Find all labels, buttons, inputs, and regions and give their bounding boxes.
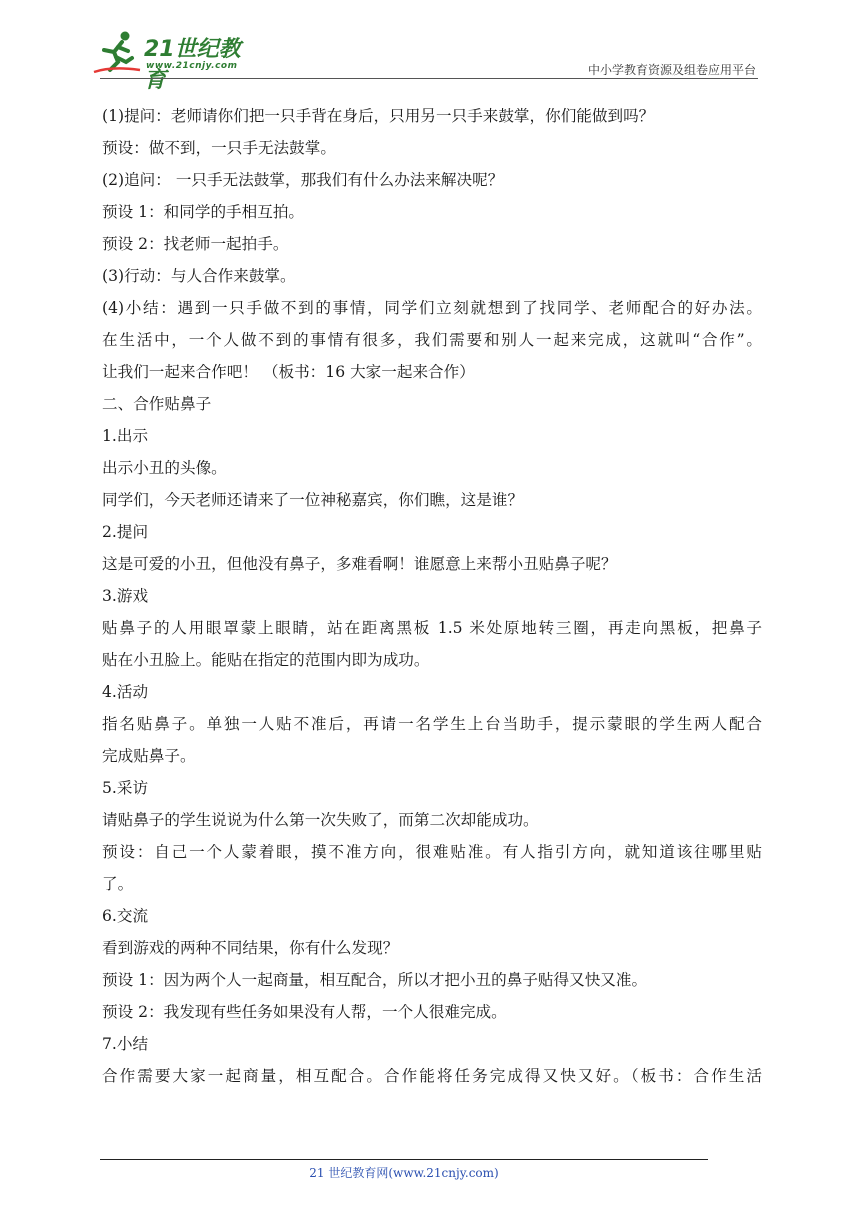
text-line: (2)追问： 一只手无法鼓掌，那我们有什么办法来解决呢？	[102, 171, 504, 189]
footer-divider	[100, 1159, 708, 1160]
text-line: 贴鼻子的人用眼罩蒙上眼睛，站在距离黑板 1.5 米处原地转三圈，再走向黑板，把鼻子	[102, 619, 762, 637]
section-heading: 二、合作贴鼻子	[102, 395, 212, 413]
text-line: 预设 1：因为两个人一起商量，相互配合，所以才把小丑的鼻子贴得又快又准。	[102, 971, 648, 989]
footer-link[interactable]: 21 世纪教育网(www.21cnjy.com)	[309, 1166, 499, 1180]
text-line: 了。	[102, 875, 134, 893]
step-heading: 1.出示	[102, 427, 149, 445]
step-heading: 5.采访	[102, 779, 149, 797]
text-line: 预设：做不到，一只手无法鼓掌。	[102, 139, 336, 157]
logo[interactable]	[92, 30, 262, 93]
step-heading: 4.活动	[102, 683, 149, 701]
text-line: 预设：自己一个人蒙着眼，摸不准方向，很难贴准。有人指引方向，就知道该往哪里贴	[102, 843, 762, 861]
logo-text: 21世纪教育	[144, 37, 241, 93]
page-header	[0, 0, 860, 93]
text-line: 同学们，今天老师还请来了一位神秘嘉宾，你们瞧，这是谁？	[102, 491, 524, 509]
header-divider	[100, 78, 758, 79]
text-line: 预设 2：找老师一起拍手。	[102, 235, 289, 253]
runner-icon	[92, 30, 144, 74]
text-line: (1)提问：老师请你们把一只手背在身后，只用另一只手来鼓掌，你们能做到吗？	[102, 107, 655, 125]
platform-title: 中小学教育资源及组卷应用平台	[587, 63, 756, 77]
text-line: (3)行动：与人合作来鼓掌。	[102, 267, 296, 285]
step-heading: 2.提问	[102, 523, 149, 541]
text-line: 合作需要大家一起商量，相互配合。合作能将任务完成得又快又好。（板书：合作生活	[102, 1067, 762, 1085]
text-line: 贴在小丑脸上。能贴在指定的范围内即为成功。	[102, 651, 430, 669]
step-heading: 7.小结	[102, 1035, 149, 1053]
text-line: 让我们一起来合作吧！ （板书：16 大家一起来合作）	[102, 363, 475, 381]
text-line: 看到游戏的两种不同结果，你有什么发现？	[102, 939, 399, 957]
text-line: 这是可爱的小丑，但他没有鼻子，多难看啊！谁愿意上来帮小丑贴鼻子呢？	[102, 555, 617, 573]
step-heading: 6.交流	[102, 907, 149, 925]
text-line: 预设 1：和同学的手相互拍。	[102, 203, 305, 221]
text-line: 出示小丑的头像。	[102, 459, 227, 477]
text-line: 在生活中，一个人做不到的事情有很多，我们需要和别人一起来完成，这就叫“合作”。	[102, 331, 762, 349]
text-line: 请贴鼻子的学生说说为什么第一次失败了，而第二次却能成功。	[102, 811, 539, 829]
text-line: 预设 2：我发现有些任务如果没有人帮，一个人很难完成。	[102, 1003, 507, 1021]
text-line: 完成贴鼻子。	[102, 747, 196, 765]
step-heading: 3.游戏	[102, 587, 149, 605]
document-body	[102, 100, 762, 1092]
logo-url: www.21cnjy.com	[146, 61, 238, 71]
text-line: 指名贴鼻子。单独一人贴不准后，再请一名学生上台当助手，提示蒙眼的学生两人配合	[102, 715, 762, 733]
text-line: (4)小结：遇到一只手做不到的事情，同学们立刻就想到了找同学、老师配合的好办法。	[102, 299, 762, 317]
